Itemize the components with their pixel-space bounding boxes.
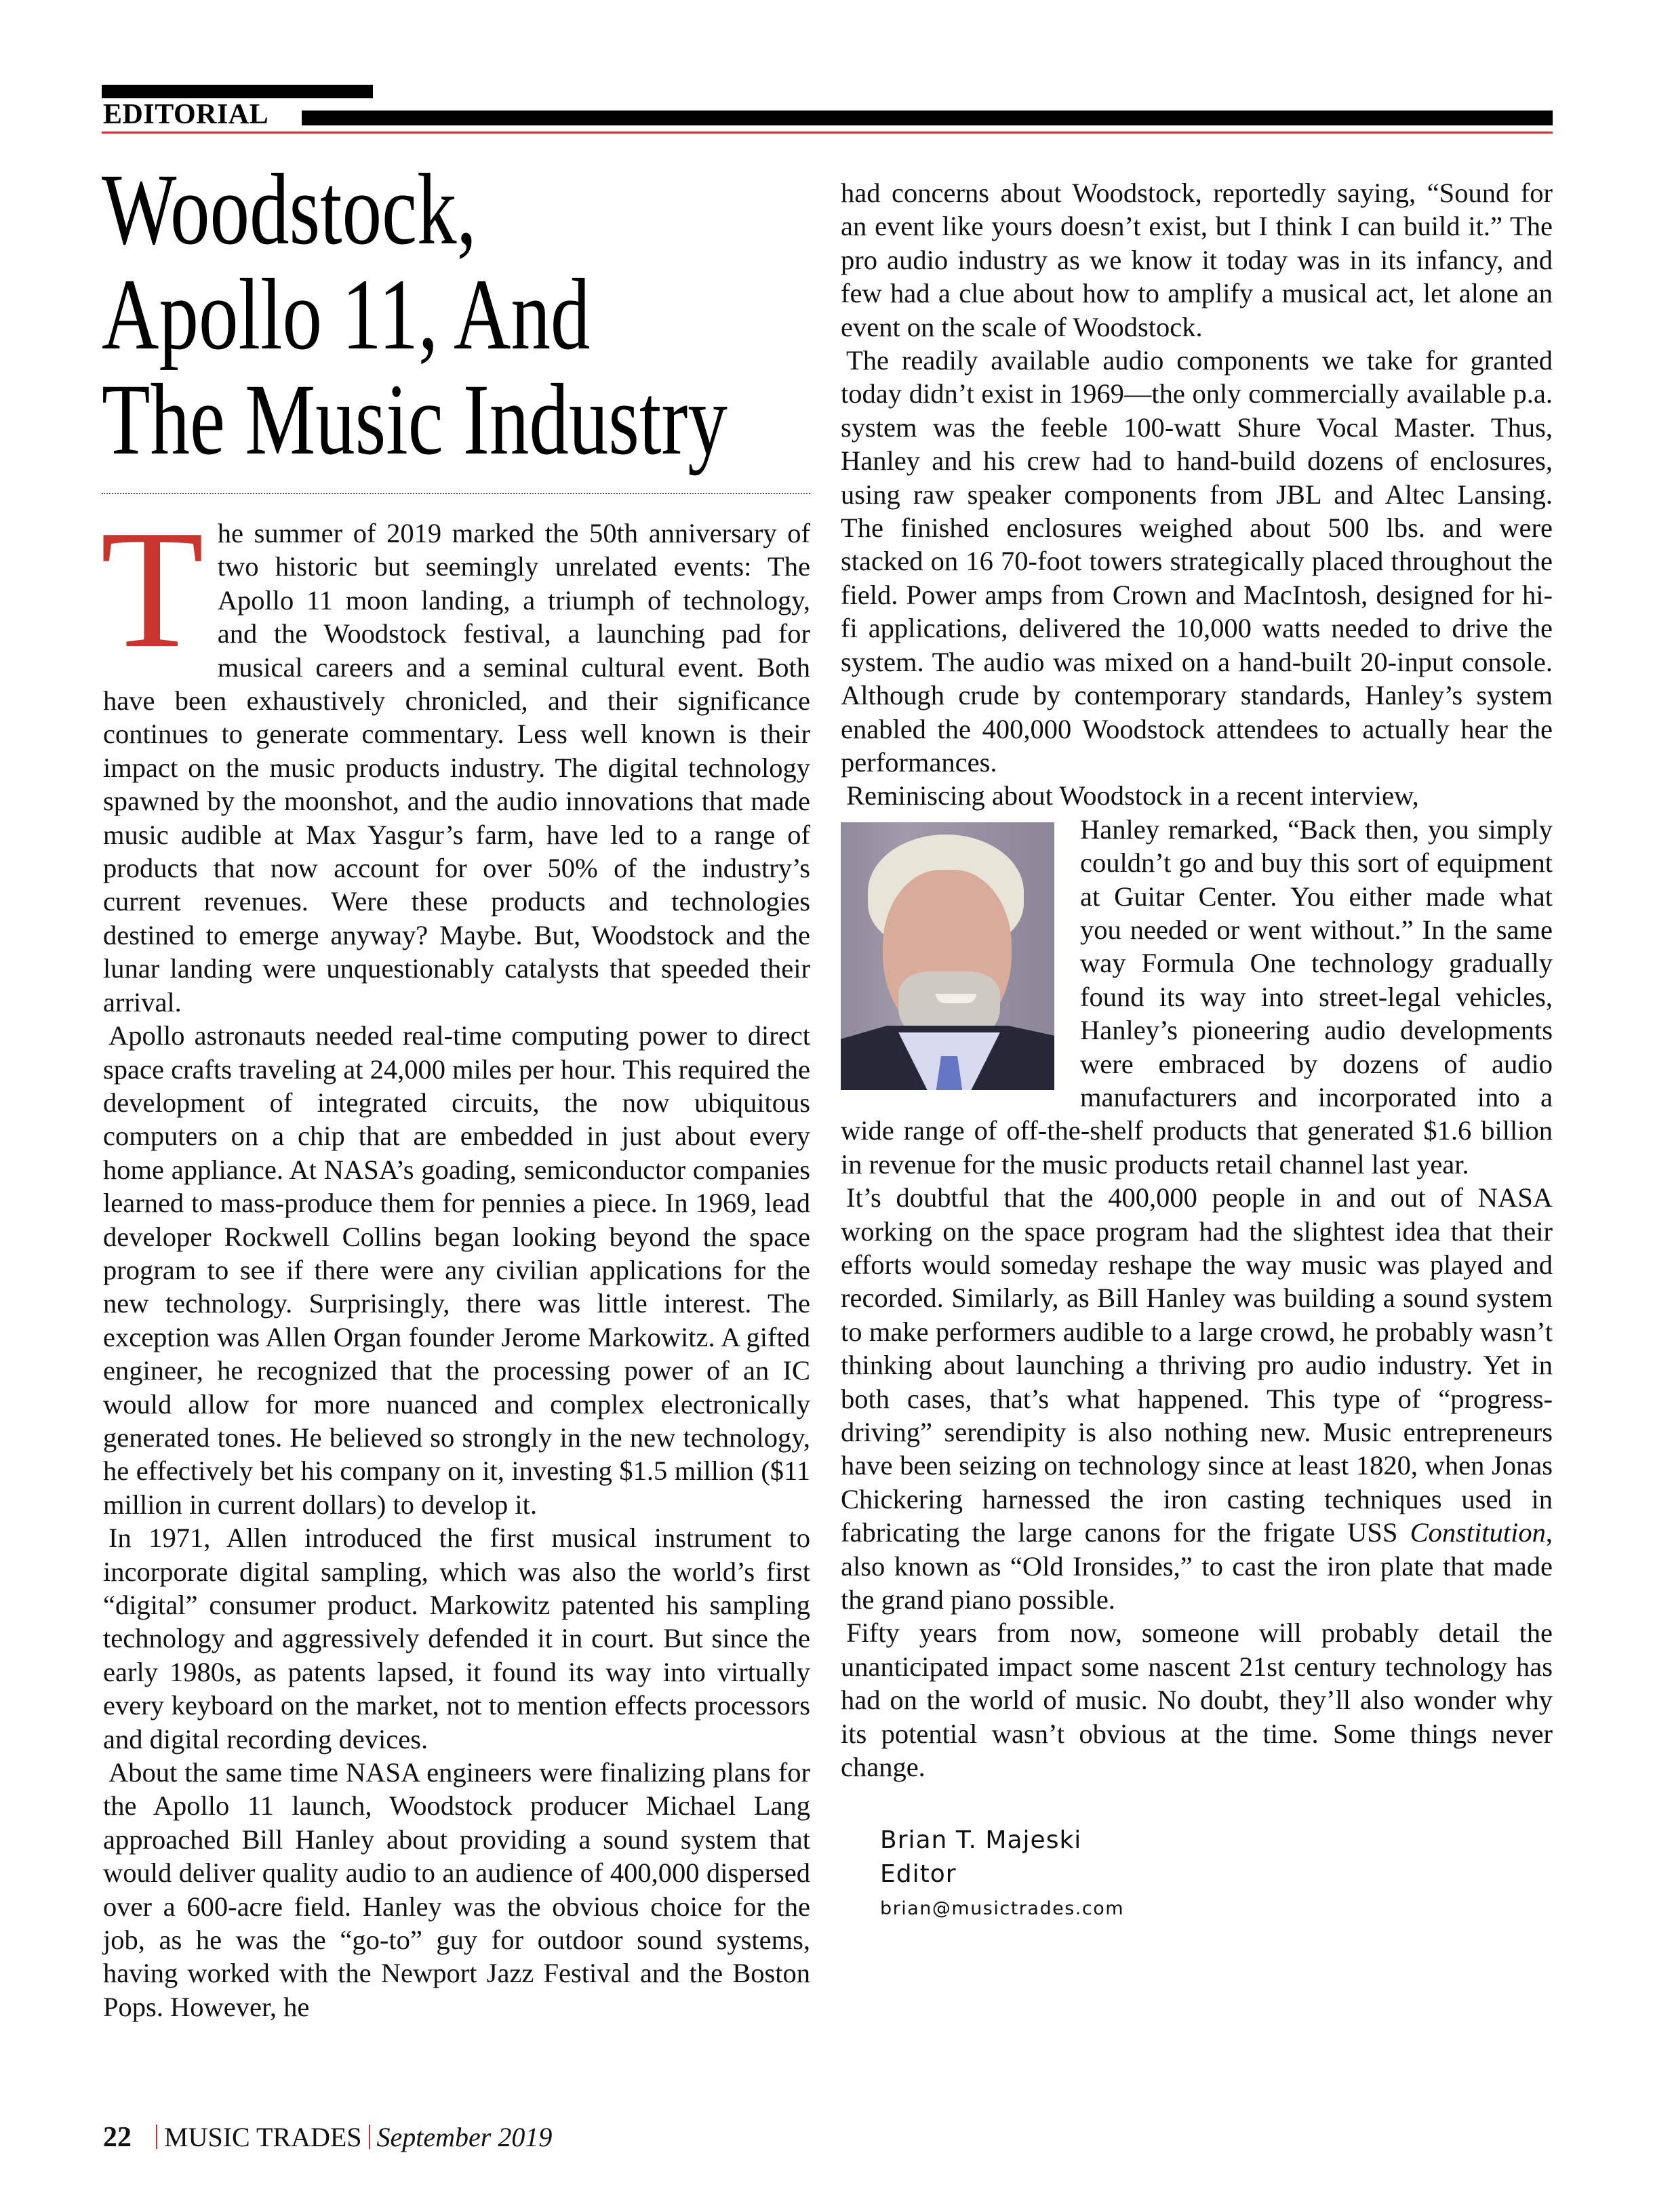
headline-line-1: Woodstock, (102, 153, 477, 266)
author-signature (841, 1824, 1553, 1927)
footer-separator (369, 2125, 370, 2149)
paragraph-lead: Reminiscing about Woodstock in a recent interview, (846, 780, 1419, 811)
author-role: Editor (880, 1859, 957, 1888)
paragraph: Fifty years from now, someone will probably detail the unanticipated impact some nascent 21st century technology has had on the world of music. No doubt, they’ll also wonder why its potential wasn’t obvious at the time. Some things never change. (841, 1617, 1553, 1783)
headline-line-2: Apollo 11, And (102, 258, 591, 371)
section-label: EDITORIAL (103, 99, 269, 130)
paragraph (841, 779, 1553, 812)
portrait-photo (841, 822, 1054, 1090)
paragraph-text: Hanley remarked, “Back then, you simply couldn’t go and buy this sort of equipment at Guitar Center. You either made what you needed or went without.” In the same way Formula One technology gradually found its way into street-legal vehicles, Hanley’s pioneering audio developments were embraced by dozens of audio manufacturers and incorporated into a wide range of off-the-shelf products that generated $1.6 billion in revenue for the music products retail channel last year. (841, 813, 1553, 1180)
headline-divider (102, 493, 810, 494)
author-name: Brian T. Majeski (880, 1826, 1082, 1854)
publication-name: MUSIC TRADES (164, 2122, 362, 2152)
footer-separator (156, 2125, 157, 2149)
paragraph (841, 813, 1553, 1181)
header-bar-long (302, 110, 1553, 125)
issue-date: September 2019 (376, 2122, 553, 2152)
headline-line-3: The Music Industry (102, 363, 728, 476)
header-rule (102, 132, 1553, 134)
drop-cap: T (100, 496, 204, 683)
author-email[interactable]: brian@musictrades.com (880, 1897, 1125, 1919)
header-bar-short (102, 85, 373, 98)
page-footer (103, 2120, 552, 2154)
paragraph (841, 1181, 1553, 1616)
ship-name: Constitution (1410, 1517, 1546, 1548)
paragraph-text: he summer of 2019 marked the 50th anniversary of two historic but seemingly unrelated events: The Apollo 11 moon landing, a triumph of technology, and the Woodstock festival, a launching pad for musical careers and a seminal cultural event. Both have been exhaustively chronicled, and their significance continues to generate commentary. Less well known is their impact on the music products industry. The digital technology spawned by the moonshot, and the audio innovations that made music audible at Max Yasgur’s farm, have led to a range of products that now account for over 50% of the industry’s current revenues. Were these products and technologies destined to emerge anyway? Maybe. But, Woodstock and the lunar landing were unquestionably catalysts that speeded their arrival. (103, 518, 810, 1018)
paragraph: About the same time NASA engineers were finalizing plans for the Apollo 11 launch, Woodstock producer Michael Lang approached Bill Hanley about providing a sound system that would deliver quality audio to an audience of 400,000 dispersed over a 600-acre field. Hanley was the obvious choice for the job, as he was the “go-to” guy for outdoor sound systems, having worked with the Newport Jazz Festival and the Boston Pops. However, he (103, 1757, 810, 2022)
paragraph (100, 496, 810, 1019)
article-headline (102, 153, 728, 476)
paragraph: The readily available audio components we take for granted today didn’t exist in 1969—the only commercially available p.a. system was the feeble 100-watt Shure Vocal Master. Thus, Hanley and his crew had to hand-build dozens of enclosures, using raw speaker components from JBL and Altec Lansing. The finished enclosures weighed about 500 lbs. and were stacked on 16 70-foot towers strategically placed throughout the field. Power amps from Crown and MacIntosh, designed for hi-fi applications, delivered the 10,000 watts needed to drive the system. The audio was mixed on a hand-built 20-input console. Although crude by contemporary standards, Hanley’s system enabled the 400,000 Woodstock attendees to actually hear the performances. (841, 345, 1553, 778)
paragraph: had concerns about Woodstock, reportedly saying, “Sound for an event like yours doesn’t exist, but I think I can build it.” The pro audio industry as we know it today was in its infancy, and few had a clue about how to amplify a musical act, let alone an event on the scale of Woodstock. (841, 178, 1553, 342)
article-column-left (100, 496, 810, 2024)
article-column-right (841, 176, 1553, 1927)
paragraph-text: It’s doubtful that the 400,000 people in and out of NASA working on the space program had the slightest idea that their efforts would someday reshape the way music was played and recorded. Similarly, as Bill Hanley was building a sound system to make performers audible to a large crowd, he probably wasn’t thinking about launching a thriving pro audio industry. Yet in both cases, that’s what happened. This type of “progress-driving” serendipity is also nothing new. Music entrepreneurs have been seizing on technology since at least 1820, when Jonas Chickering harnessed the iron casting techniques used in fabricating the large canons for the frigate USS (841, 1182, 1553, 1548)
page-number: 22 (103, 2122, 132, 2153)
paragraph-text: , also known as “Old Ironsides,” to cast the iron plate that made the grand piano possible. (841, 1517, 1553, 1615)
paragraph: In 1971, Allen introduced the first musical instrument to incorporate digital sampling, which was also the world’s first “digital” consumer product. Markowitz patented his sampling technology and aggressively defended it in court. But since the early 1980s, as patents lapsed, it found its way into virtually every keyboard on the market, not to mention effects processors and digital recording devices. (103, 1523, 810, 1754)
paragraph: Apollo astronauts needed real-time computing power to direct space crafts traveling at 24,000 miles per hour. This required the development of integrated circuits, the now ubiquitous computers on a chip that are embedded in just about every home appliance. At NASA’s goading, semiconductor companies learned to mass-produce them for pennies a piece. In 1969, lead developer Rockwell Collins began looking beyond the space program to see if there were any civilian applications for the new technology. Surprisingly, there was little interest. The exception was Allen Organ founder Jerome Markowitz. A gifted engineer, he recognized that the processing power of an IC would allow for more nuanced and complex electronically generated tones. He believed so strongly in the new technology, he effectively bet his company on it, investing $1.5 million ($11 million in current dollars) to develop it. (103, 1020, 810, 1520)
